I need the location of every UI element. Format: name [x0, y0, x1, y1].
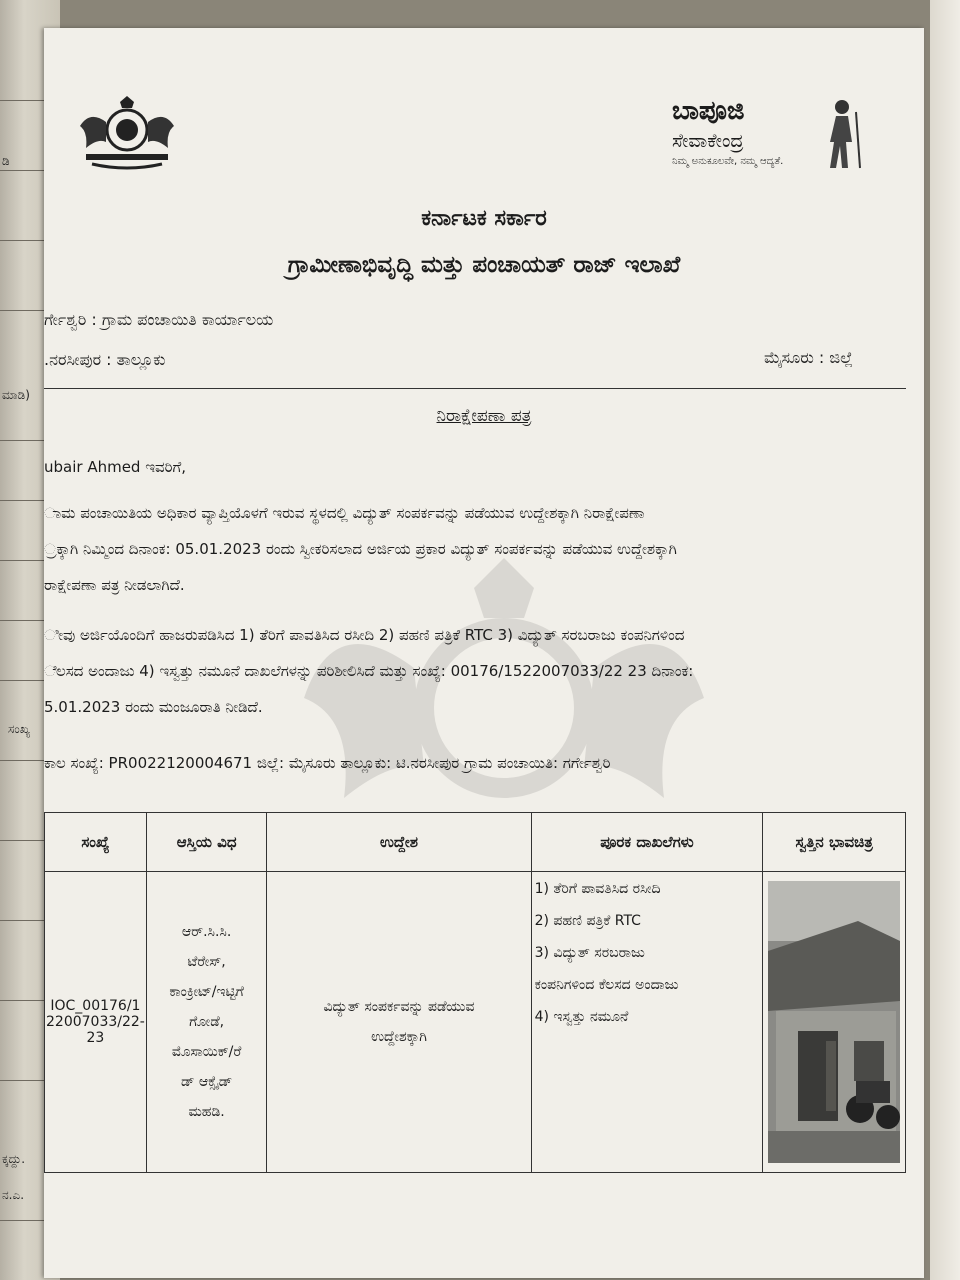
logo-subtitle: ಸೇವಾಕೇಂದ್ರ: [672, 130, 744, 152]
department-title: ಗ್ರಾಮೀಣಾಭಿವೃದ್ಧಿ ಮತ್ತು ಪಂಚಾಯತ್ ರಾಜ್ ಇಲಾಖೆ: [287, 252, 681, 278]
purpose-part: ಉದ್ದೇಶಕ್ಕಾಗಿ: [371, 1029, 427, 1045]
para1-line1: ಾಮ ಪಂಚಾಯಿತಿಯ ಅಧಿಕಾರ ವ್ಯಾಪ್ತಿಯೊಳಗೆ ಇರುವ ಸ್ಥಳದಲ್ಲಿ ವಿದ್ಯುತ್ ಸಂಪರ್ಕವನ್ನು ಪಡೆಯುವ ಉದ್ದೇಶಕ್ಕಾಗಿ ನಿರಾಕ್ಷೇಪಣಾ: [44, 504, 645, 522]
number-part: 23: [86, 1030, 105, 1046]
reference-line: ಕಾಲ ಸಂಖ್ಯೆ: PR0022120004671 ಜಿಲ್ಲೆ: ಮೈಸೂರು ತಾಲ್ಲೂಕು: ಟಿ.ನರಸೀಪುರ ಗ್ರಾಮ ಪಂಚಾಯಿತಿ: ಗರ್ಗೇಶ್ವರಿ: [44, 754, 611, 772]
property-type-part: ಗೋಡೆ,: [189, 1014, 225, 1030]
document-item: 2) ಪಹಣಿ ಪತ್ರಿಕೆ RTC: [534, 913, 641, 929]
para1-line3: ರಾಕ್ಷೇಪಣಾ ಪತ್ರ ನೀಡಲಾಗಿದೆ.: [44, 576, 185, 594]
cell-number: [45, 872, 147, 1173]
document-item: 3) ವಿದ್ಯುತ್ ಸರಬರಾಜು: [534, 945, 645, 961]
property-type-part: ಮಹಡಿ.: [188, 1104, 225, 1120]
gandhi-walking-icon: [818, 98, 864, 170]
col-property-type: ಆಸ್ತಿಯ ವಿಧ: [146, 813, 267, 872]
cell-documents: [531, 872, 763, 1173]
salutation: ubair Ahmed ಇವರಿಗೆ,: [44, 458, 187, 476]
number-part: 22007033/22-: [46, 1014, 145, 1030]
col-photo: ಸ್ವತ್ತಿನ ಭಾವಚಿತ್ರ: [763, 813, 906, 872]
government-title: ಕರ್ನಾಟಕ ಸರ್ಕಾರ: [421, 206, 547, 231]
stack-fragment: ಕ್ಕದ್ದು.: [2, 1152, 26, 1166]
property-type-part: ಕಾಂಕ್ರೀಟ್/ಇಟ್ಟಿಗೆ: [169, 984, 244, 1000]
para2-line2: ೆಲಸದ ಅಂದಾಜು 4) ಇಸ್ವತ್ತು ನಮೂನೆ ದಾಖಲೆಗಳನ್ನು ಪರಿಶೀಲಿಸಿದೆ ಮತ್ತು ಸಂಖ್ಯೆ: 00176/1522007033/22 23 ದಿನಾಂಕ:: [44, 662, 694, 680]
document-item: 1) ತೆರಿಗೆ ಪಾವತಿಸಿದ ರಸೀದಿ: [534, 881, 661, 897]
col-documents: ಪೂರಕ ದಾಖಲೆಗಳು: [531, 813, 763, 872]
office-line: ರ್ಗೇಶ್ವರಿ : ಗ್ರಾಮ ಪಂಚಾಯಿತಿ ಕಾರ್ಯಾಲಯ: [44, 310, 274, 329]
stack-fragment: ನ.ಎ.: [2, 1188, 25, 1202]
purpose-part: ವಿದ್ಯುತ್ ಸಂಪರ್ಕವನ್ನು ಪಡೆಯುವ: [323, 999, 475, 1015]
district-line: ಮೈಸೂರು : ಜಿಲ್ಲೆ: [764, 348, 854, 367]
cell-property-type: [146, 872, 267, 1173]
divider: [44, 388, 906, 389]
para2-line3: 5.01.2023 ರಂದು ಮಂಜೂರಾತಿ ನೀಡಿದೆ.: [44, 698, 263, 716]
table-row: [45, 872, 906, 1173]
emblem-watermark-icon: [294, 548, 714, 848]
property-type-part: ಆರ್.ಸಿ.ಸಿ.: [181, 924, 232, 940]
subject-title: ನಿರಾಕ್ಷೇಪಣಾ ಪತ್ರ: [436, 406, 532, 426]
table-header-row: [45, 813, 906, 872]
logo-title: ಬಾಪೂಜಿ: [672, 96, 745, 126]
property-table: [44, 812, 906, 1173]
document-item: 4) ಇಸ್ವತ್ತು ನಮೂನೆ: [534, 1009, 629, 1025]
bapuji-sevakendra-logo: [672, 96, 872, 176]
stack-fragment: ಸಂಖ್ಯ: [8, 722, 31, 736]
cell-photo: [763, 872, 906, 1173]
para2-line1: ೀವು ಅರ್ಜಿಯೊಂದಿಗೆ ಹಾಜರುಪಡಿಸಿದ 1) ತೆರಿಗೆ ಪಾವತಿಸಿದ ರಸೀದಿ 2) ಪಹಣಿ ಪತ್ರಿಕೆ RTC 3) ವಿದ್ಯುತ್ ಸರಬರಾಜು ಕಂಪನಿಗಳಿಂದ: [44, 626, 685, 644]
stack-fragment: ಮಾಡಿ): [2, 388, 30, 402]
property-type-part: ಟೆರೇಸ್,: [187, 954, 226, 970]
karnataka-emblem-icon: [72, 92, 182, 172]
document-item: ಕಂಪನಿಗಳಿಂದ ಕೆಲಸದ ಅಂದಾಜು: [534, 977, 679, 993]
noc-document: [44, 28, 924, 1278]
number-part: IOC_00176/1: [50, 998, 141, 1014]
col-number: ಸಂಖ್ಯೆ: [45, 813, 147, 872]
para1-line2: ್ರಕ್ಕಾಗಿ ನಿಮ್ಮಿಂದ ದಿನಾಂಕ: 05.01.2023 ರಂದು ಸ್ವೀಕರಿಸಲಾದ ಅರ್ಜಿಯ ಪ್ರಕಾರ ವಿದ್ಯುತ್ ಸಂಪರ್ಕವನ್ನು ಪಡೆಯುವ ಉದ್ದೇಶಕ್ಕಾಗಿ: [44, 540, 677, 558]
taluk-line: .ನರಸೀಪುರ : ತಾಲ್ಲೂಕು: [44, 350, 166, 369]
property-type-part: ಡ್ ಆಕ್ಸೈಡ್: [181, 1074, 233, 1090]
cell-purpose: [267, 872, 531, 1173]
paper-edge: [930, 0, 960, 1280]
stack-fragment: ಡಿ: [2, 154, 10, 168]
property-photo: [768, 881, 900, 1163]
property-type-part: ಮೊಸಾಯಿಕ್/ರೆ: [171, 1044, 242, 1060]
logo-tagline: ನಿಮ್ಮ ಅನುಕೂಲವೇ, ನಮ್ಮ ಆದ್ಯತೆ.: [672, 156, 784, 167]
col-purpose: ಉದ್ದೇಶ: [267, 813, 531, 872]
